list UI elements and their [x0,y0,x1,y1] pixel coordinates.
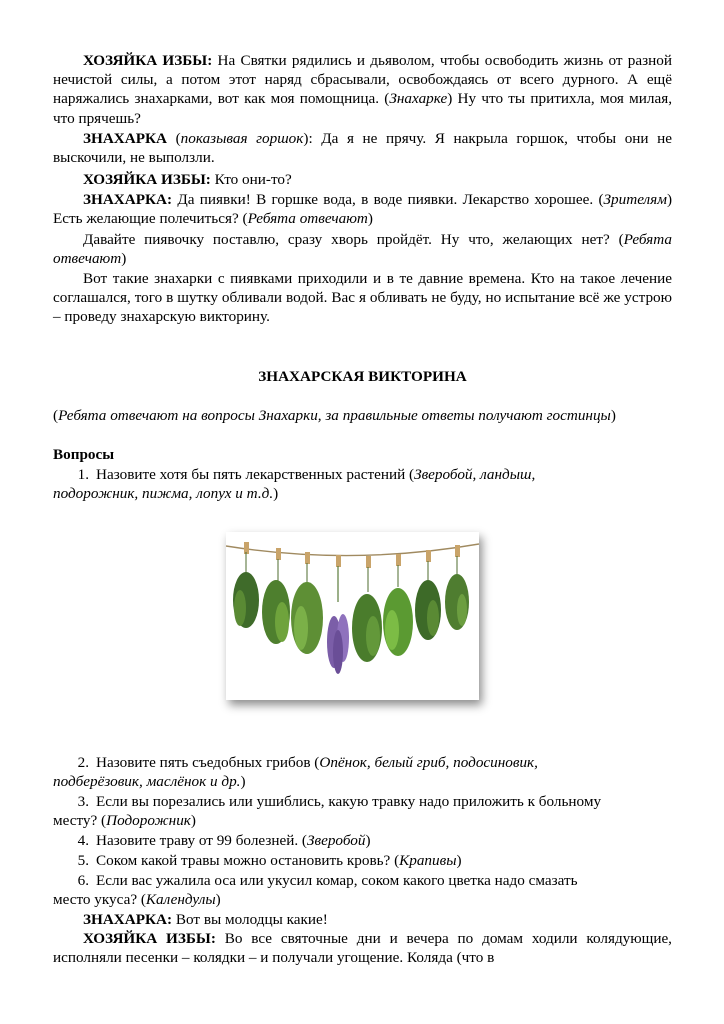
speaker-label: ЗНАХАРКА [83,130,167,147]
paragraph-2: ЗНАХАРКА (показывая горшок): Да я не прячу. Я накрыла горшок, чтобы они не выскочили, не выползли. [53,130,673,167]
paragraph-6: Вот такие знахарки с пиявками приходили и в те давние времена. Кто на такое лечение соглашался, того в шутку обливали водой. Вас я обливать не буду, но испытание всё же устрою – проведу знахарскую викторину. [53,270,672,326]
paragraph-5: Давайте пиявочку поставлю, сразу хворь пройдёт. Ну что, желающих нет? (Ребята отвечают) [53,231,672,268]
speaker-label: ХОЗЯЙКА ИЗБЫ: [83,930,216,947]
paragraph-7: ЗНАХАРКА: Вот вы молодцы какие! [83,911,328,928]
paragraph-4: ЗНАХАРКА: Да пиявки! В горшке вода, в воде пиявки. Лекарство хорошее. (Зрителям) Есть желающие полечиться? (Ребята отвечают) [53,191,672,228]
quiz-title: ЗНАХАРСКАЯ ВИКТОРИНА [258,368,467,385]
paragraph-3: ХОЗЯЙКА ИЗБЫ: Кто они-то? [83,171,292,188]
hanging-herbs-photo [226,532,479,700]
question-6: 6. Если вас ужалила оса или укусил комар, соком какого цветка надо смазать место укуса? (Календулы) [53,872,578,909]
question-1: 1. Назовите хотя бы пять лекарственных растений (Зверобой, ландыш, подорожник, пижма, лопух и т.д.) [53,466,536,503]
paragraph-8: ХОЗЯЙКА ИЗБЫ: Во все святочные дни и вечера по домам ходили колядующие, исполняли песенки – колядки – и получали угощение. Коляда (что в [53,930,672,967]
question-3: 3. Если вы порезались или ушиблись, какую травку надо приложить к больному месту? (Подорожник) [53,793,602,830]
speaker-label: ХОЗЯЙКА ИЗБЫ: [83,52,213,69]
quiz-note: (Ребята отвечают на вопросы Знахарки, за правильные ответы получают гостинцы) [53,407,616,424]
speaker-label: ХОЗЯЙКА ИЗБЫ: [83,171,211,188]
question-5: 5. Соком какой травы можно остановить кровь? (Крапивы) [77,852,462,869]
speaker-label: ЗНАХАРКА: [83,911,173,928]
questions-heading: Вопросы [53,446,115,463]
question-4: 4. Назовите траву от 99 болезней. (Зверобой) [77,832,371,849]
paragraph-1: ХОЗЯЙКА ИЗБЫ: На Святки рядились и дьяволом, чтобы освободить жизнь от разной нечистой силы, а потом этот наряд сбрасывали, освобождаясь от всего дурного. А ещё наряжались знахарками, вот как моя помощница. (Знахарке) Ну что ты притихла, моя милая, что прячешь? [53,52,672,127]
question-2: 2. Назовите пять съедобных грибов (Опёнок, белый гриб, подосиновик, подберёзовик, маслёнок и др.) [53,754,538,791]
herbs-illustration [226,532,479,700]
speaker-label: ЗНАХАРКА: [83,191,173,208]
